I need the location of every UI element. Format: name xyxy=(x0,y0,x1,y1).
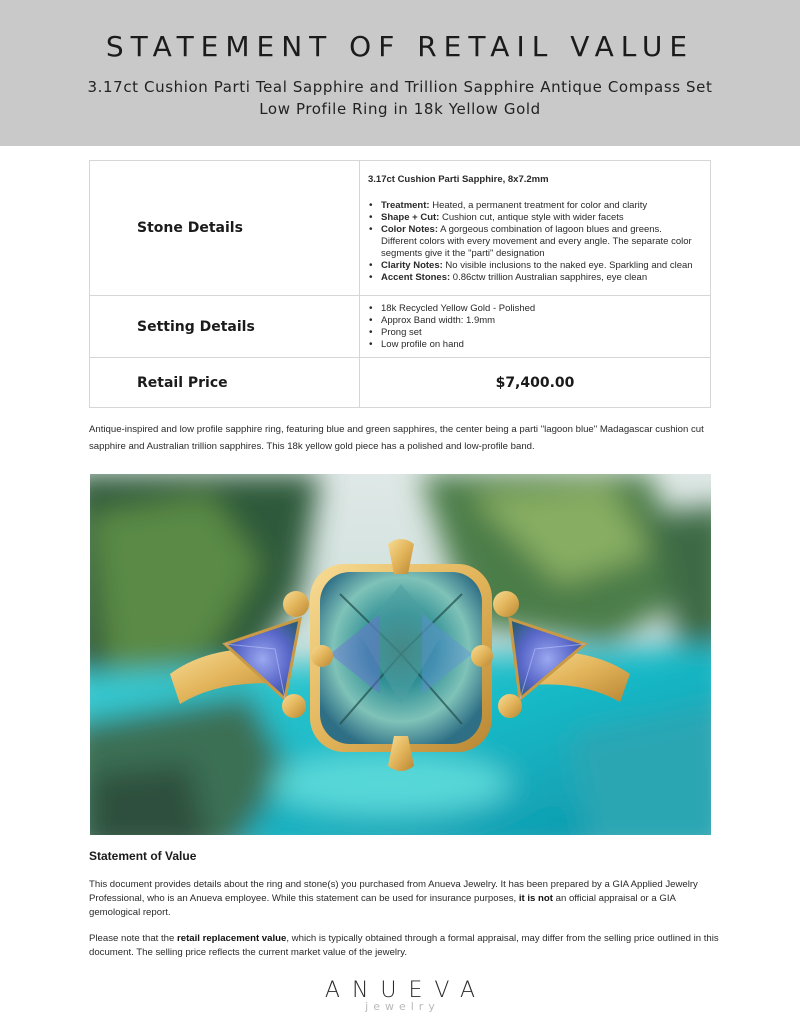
document-title: STATEMENT OF RETAIL VALUE xyxy=(105,30,695,63)
setting-details-info xyxy=(360,296,711,358)
stone-detail-item: • Accent Stones: 0.86ctw trillion Australian sapphires, eye clean xyxy=(368,272,700,284)
stone-details-list xyxy=(368,200,700,284)
stone-detail-item: • Shape + Cut: Cushion cut, antique style with wider facets xyxy=(368,212,700,224)
statement-of-value-heading: Statement of Value xyxy=(89,849,197,863)
stone-detail-item: • Clarity Notes: No visible inclusions to the naked eye. Sparkling and clean xyxy=(368,260,700,272)
document-subtitle: 3.17ct Cushion Parti Teal Sapphire and Trillion Sapphire Antique Compass Set Low Profile Ring in 18k Yellow Gold xyxy=(87,78,713,118)
anueva-logo xyxy=(0,978,800,1013)
retail-price-label: Retail Price xyxy=(90,358,360,408)
stone-details-label: Stone Details xyxy=(90,161,360,296)
ring-photo xyxy=(90,474,711,835)
statement-paragraph-2: Please note that the retail replacement value, which is typically obtained through a formal appraisal, may differ from the selling price outlined in this document. The selling price reflects the current market value of the jewelry. xyxy=(89,933,719,958)
stone-detail-item: • Color Notes: A gorgeous combination of lagoon blues and greens. Different colors with every movement and every angle. The separate color segments give it the "parti" designation xyxy=(368,224,700,260)
retail-price-value: $7,400.00 xyxy=(360,358,711,408)
product-description: Antique-inspired and low profile sapphire ring, featuring blue and green sapphires, the center being a parti "lagoon blue" Madagascar cushion cut sapphire and Australian trillion sapphires. This 18k yellow gold piece has a polished and low-profile band. xyxy=(89,424,704,452)
stone-details-info xyxy=(360,161,711,296)
ring-illustration xyxy=(90,474,711,835)
retail-price-row xyxy=(90,358,711,408)
setting-detail-item: • Approx Band width: 1.9mm xyxy=(368,315,700,327)
setting-detail-item: • 18k Recycled Yellow Gold - Polished xyxy=(368,303,700,315)
setting-details-label: Setting Details xyxy=(90,296,360,358)
logo-sub-text: jewelry xyxy=(365,1000,440,1013)
setting-detail-item: • Prong set xyxy=(368,327,700,339)
setting-details-row xyxy=(90,296,711,358)
setting-details-list xyxy=(368,303,700,351)
header-banner xyxy=(0,0,800,146)
logo-brand-text: ANUEVA xyxy=(324,978,488,1003)
stone-details-row xyxy=(90,161,711,296)
statement-paragraph-1: This document provides details about the ring and stone(s) you purchased from Anueva Jewelry. It has been prepared by a GIA Applied Jewelry Professional, who is an Anueva employee. While this statement can be used for insurance purposes, it is not an official appraisal or a GIA gemological report. xyxy=(89,879,698,918)
stone-detail-item: • Treatment: Heated, a permanent treatment for color and clarity xyxy=(368,200,700,212)
stone-title: 3.17ct Cushion Parti Sapphire, 8x7.2mm xyxy=(368,174,549,185)
setting-detail-item: • Low profile on hand xyxy=(368,339,700,351)
details-table xyxy=(89,160,711,408)
